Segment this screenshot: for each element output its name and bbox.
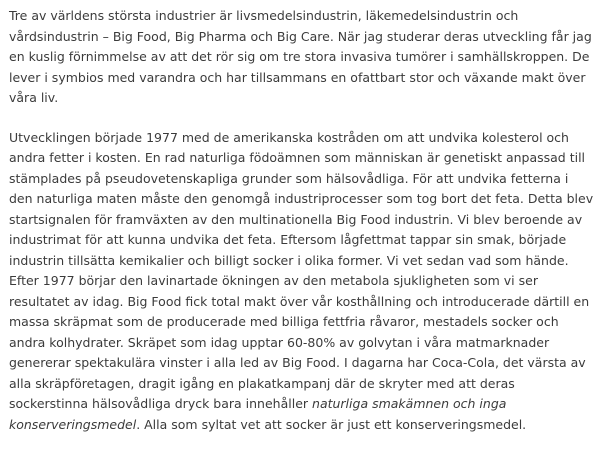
paragraph-history-ending: . Alla som syltat vet att socker är just ett konserveringsmedel.: [136, 416, 527, 432]
paragraph-intro: Tre av världens största industrier är livsmedelsindustrin, läkemedelsindustrin och vårdsindustrin – Big Food, Big Pharma och Big Care. När jag studerar deras utveckling får jag en kuslig förnimmelse av att det rör sig om tre stora invasiva tumörer i samhällskroppen. De lever i symbios med varandra och har tillsammans en ofattbart stor och växande makt över våra liv.: [9, 8, 592, 105]
paragraph-history-italic-quote: naturliga smakämnen och inga konserveringsmedel: [9, 396, 507, 432]
paragraph-history-text: Utvecklingen började 1977 med de amerikanska kostråden om att undvika kolesterol och andra fetter i kosten. En rad naturliga födoämnen som människan är genetiskt anpassad till stämplades på pseudovetenskapliga grunder som hälsovådliga. För att undvika fetterna i den naturliga maten måste den genomgå industriprocesser som tog bort det feta. Detta blev startsignalen för framväxten av den multinationella Big Food industrin. Vi blev beroende av industrimat för att kunna undvika det feta. Eftersom lågfettmat tappar sin smak, började industrin tillsätta kemikalier och billigt socker i olika former. Vi vet sedan vad som hände. Efter 1977 börjar den lavinartade ökningen av den metabola sjukligheten som vi ser resultatet av idag. Big Food fick total makt över vår kosthållning och introducerade därtill en massa skräpmat som de producerade med billiga fettfria råvaror, mestadels socker och andra kolhydrater. Skräpet som idag upptar 60-80% av golvytan i våra matmarknader genererar spektakulära vinster i alla led av Big Food. I dagarna har Coca-Cola, det värsta av alla skräpföretagen, dragit igång en plakatkampanj där de skryter med att deras sockerstinna hälsovådliga dryck bara innehåller: [9, 129, 594, 411]
article-body: [9, 6, 594, 454]
paragraph-history: [9, 128, 594, 436]
